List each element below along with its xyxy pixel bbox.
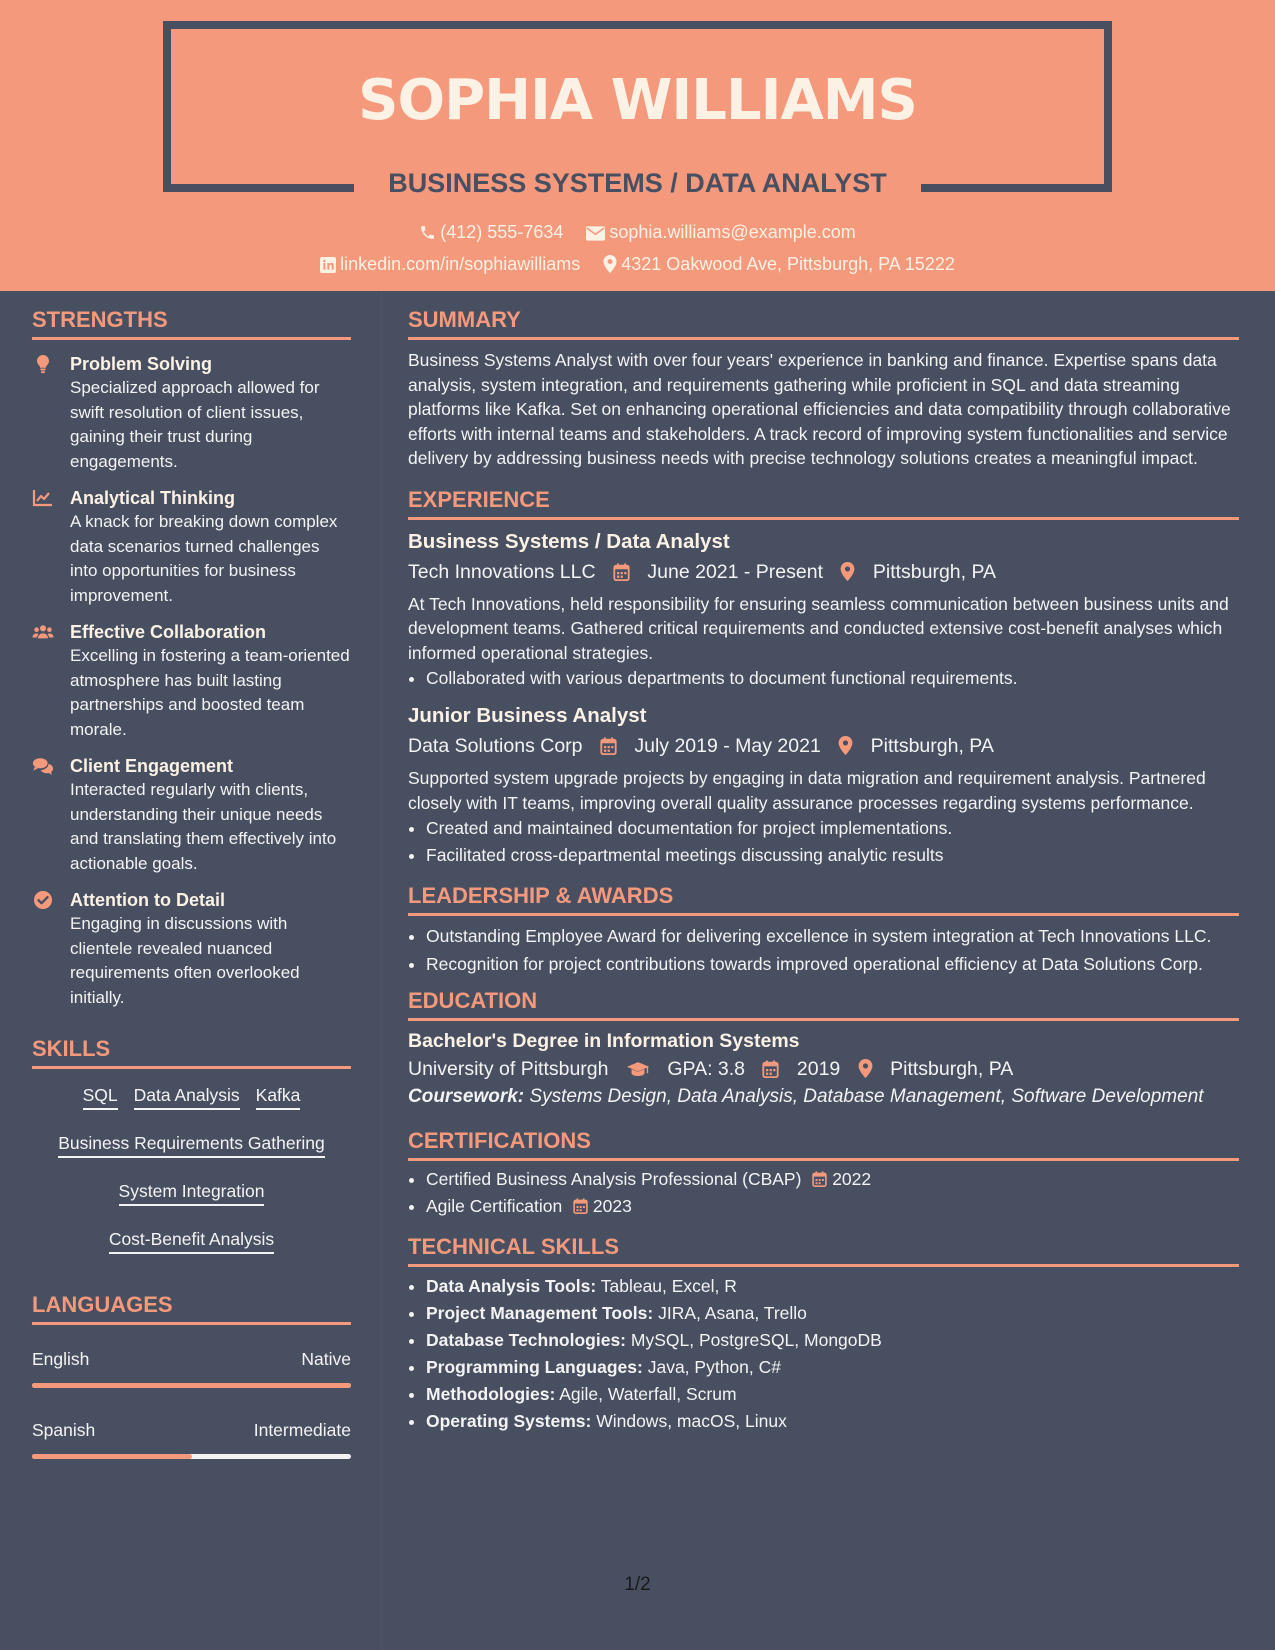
coursework-label: Coursework: bbox=[408, 1086, 525, 1107]
technical-skill-label: Programming Languages: bbox=[426, 1356, 643, 1377]
candidate-name: SOPHIA WILLIAMS bbox=[358, 68, 917, 133]
skill-tag: Business Requirements Gathering bbox=[58, 1131, 325, 1158]
award-item: • Outstanding Employee Award for delivering excellence in system integration at Tech Innovations LLC. bbox=[426, 924, 1239, 949]
language-level: Native bbox=[301, 1349, 351, 1369]
job-bullet: • Facilitated cross-departmental meetings discussing analytic results bbox=[426, 842, 1239, 869]
language-proficiency-bar bbox=[32, 1454, 351, 1459]
right-column bbox=[408, 305, 1239, 1435]
strength-description: A knack for breaking down complex data scenarios turned challenges into opportunities for business improvement. bbox=[70, 512, 338, 605]
job-dates: June 2021 - Present bbox=[647, 560, 824, 583]
technical-skill-item bbox=[426, 1300, 1239, 1327]
language-proficiency-bar bbox=[32, 1383, 351, 1388]
certification-year: 2023 bbox=[592, 1195, 632, 1216]
award-item: • Recognition for project contributions towards improved operational efficiency at Data Solutions Corp. bbox=[426, 952, 1239, 977]
address-text: 4321 Oakwood Ave, Pittsburgh, PA 15222 bbox=[621, 254, 955, 274]
strength-title: Effective Collaboration bbox=[70, 622, 267, 642]
summary-heading: SUMMARY bbox=[408, 305, 1239, 340]
skill-tag: Data Analysis bbox=[134, 1083, 240, 1110]
check-circle-icon bbox=[32, 890, 54, 910]
technical-skill-label: Project Management Tools: bbox=[426, 1302, 654, 1323]
technical-skill-label: Database Technologies: bbox=[426, 1329, 627, 1350]
job-bullet: • Collaborated with various departments to document functional requirements. bbox=[426, 665, 1239, 692]
job-title-headline: BUSINESS SYSTEMS / DATA ANALYST bbox=[388, 168, 887, 198]
job-location: Pittsburgh, PA bbox=[872, 560, 997, 583]
job-description: Supported system upgrade projects by engaging in data migration and requirement analysis. Partnered closely with IT teams, improving overall quality assurance processes regarding systems performance. bbox=[408, 768, 1206, 813]
job-entry bbox=[408, 528, 1239, 693]
map-pin-icon bbox=[838, 736, 853, 755]
coursework bbox=[408, 1085, 1239, 1110]
certification-name: Certified Business Analysis Professional (CBAP) bbox=[426, 1168, 802, 1189]
address-contact bbox=[603, 252, 955, 276]
job-meta bbox=[408, 558, 1239, 586]
chart-line-icon bbox=[32, 488, 54, 508]
map-pin-icon bbox=[603, 255, 617, 273]
users-icon bbox=[32, 622, 54, 642]
job-description: At Tech Innovations, held responsibility for ensuring seamless communication between business units and development teams. Gathered critical requirements and conducted extensive cost-benefit analyses which informed operational strategies. bbox=[408, 593, 1229, 663]
language-item bbox=[32, 1418, 351, 1459]
language-item bbox=[32, 1347, 351, 1388]
technical-skill-value: Agile, Waterfall, Scrum bbox=[559, 1383, 737, 1404]
strength-title: Analytical Thinking bbox=[70, 488, 236, 508]
strength-title: Client Engagement bbox=[70, 756, 234, 776]
job-title: Business Systems / Data Analyst bbox=[408, 529, 730, 553]
education-heading: EDUCATION bbox=[408, 986, 1239, 1021]
skills-heading: SKILLS bbox=[32, 1034, 351, 1069]
skill-tag: Cost-Benefit Analysis bbox=[109, 1227, 274, 1254]
job-location: Pittsburgh, PA bbox=[870, 735, 994, 757]
job-bullets bbox=[408, 815, 1239, 869]
strength-item bbox=[32, 620, 351, 742]
column-divider bbox=[381, 291, 382, 1650]
skills-list bbox=[32, 1083, 351, 1254]
education-meta bbox=[408, 1055, 1239, 1083]
graduation-year: 2019 bbox=[796, 1058, 841, 1080]
technical-skill-item bbox=[426, 1327, 1239, 1354]
graduation-cap-icon bbox=[626, 1061, 650, 1078]
linkedin-icon bbox=[320, 257, 336, 273]
job-meta bbox=[408, 732, 1239, 760]
technical-skill-item bbox=[426, 1273, 1239, 1300]
strength-item bbox=[32, 352, 351, 474]
envelope-icon bbox=[586, 226, 605, 241]
language-level: Intermediate bbox=[253, 1420, 351, 1440]
technical-skill-label: Data Analysis Tools: bbox=[426, 1275, 597, 1296]
technical-skill-value: JIRA, Asana, Trello bbox=[658, 1302, 807, 1323]
summary-text: Business Systems Analyst with over four years' experience in banking and finance. Expertise spans data analysis, system integration, and requirements gathering while proficient in SQL and data streaming platforms like Kafka. Set on enhancing operational efficiencies and data compatibility through collaborative efforts with internal teams and stakeholders. A track record of improving system functionalities and service delivery by addressing business needs with precise technology solutions creates a meaningful impact. bbox=[408, 350, 1231, 468]
calendar-icon bbox=[762, 1060, 779, 1078]
technical-skill-item bbox=[426, 1354, 1239, 1381]
skills-line bbox=[32, 1227, 351, 1254]
strength-item bbox=[32, 486, 351, 608]
language-name: Spanish bbox=[32, 1420, 96, 1440]
certification-name: Agile Certification bbox=[426, 1195, 563, 1216]
coursework-list: Systems Design, Data Analysis, Database Management, Software Development bbox=[529, 1086, 1204, 1107]
skills-line bbox=[32, 1131, 351, 1158]
language-name: English bbox=[32, 1349, 90, 1369]
leadership-list bbox=[408, 924, 1239, 976]
job-entry bbox=[408, 702, 1239, 869]
strength-title: Attention to Detail bbox=[70, 890, 225, 910]
linkedin-contact[interactable] bbox=[320, 252, 580, 276]
calendar-icon bbox=[613, 563, 630, 581]
comments-icon bbox=[32, 756, 54, 776]
strength-description: Engaging in discussions with clientele revealed nuanced requirements often overlooked initially. bbox=[70, 914, 300, 1007]
technical-skill-item bbox=[426, 1381, 1239, 1408]
technical-skill-label: Methodologies: bbox=[426, 1383, 556, 1404]
gpa-text: GPA: 3.8 bbox=[667, 1058, 746, 1080]
map-pin-icon bbox=[840, 562, 855, 581]
leadership-heading: LEADERSHIP & AWARDS bbox=[408, 881, 1239, 916]
technical-skill-item bbox=[426, 1408, 1239, 1435]
job-dates: July 2019 - May 2021 bbox=[634, 735, 821, 757]
technical-skill-value: Windows, macOS, Linux bbox=[596, 1410, 787, 1431]
email-text: sophia.williams@example.com bbox=[609, 222, 856, 242]
job-bullets bbox=[408, 665, 1239, 692]
contact-row-1 bbox=[0, 220, 1275, 244]
strength-description: Excelling in fostering a team-oriented atmosphere has built lasting partnerships and boosted team morale. bbox=[70, 646, 350, 739]
contact-row-2 bbox=[0, 252, 1275, 276]
strength-item bbox=[32, 754, 351, 876]
languages-heading: LANGUAGES bbox=[32, 1290, 351, 1325]
linkedin-text: linkedin.com/in/sophiawilliams bbox=[340, 254, 581, 274]
calendar-icon bbox=[600, 737, 617, 755]
language-proficiency-fill bbox=[32, 1383, 351, 1388]
map-pin-icon bbox=[858, 1059, 873, 1078]
phone-text: (412) 555-7634 bbox=[440, 222, 564, 242]
strength-title: Problem Solving bbox=[70, 354, 213, 374]
company-name: Tech Innovations LLC bbox=[408, 560, 596, 583]
technical-skill-value: Java, Python, C# bbox=[647, 1356, 781, 1377]
skill-tag: Kafka bbox=[256, 1083, 301, 1110]
strengths-heading: STRENGTHS bbox=[32, 305, 351, 340]
experience-heading: EXPERIENCE bbox=[408, 485, 1239, 520]
skill-tag: System Integration bbox=[119, 1179, 265, 1206]
technical-skills-list bbox=[408, 1273, 1239, 1435]
phone-contact[interactable] bbox=[419, 220, 563, 244]
certification-item bbox=[426, 1166, 1239, 1193]
technical-skill-value: Tableau, Excel, R bbox=[600, 1275, 737, 1296]
education-location: Pittsburgh, PA bbox=[890, 1058, 1014, 1080]
phone-icon bbox=[419, 224, 436, 241]
skills-line bbox=[32, 1083, 351, 1110]
left-column bbox=[32, 305, 351, 1459]
header-frame-top bbox=[163, 21, 1112, 29]
technical-skills-heading: TECHNICAL SKILLS bbox=[408, 1232, 1239, 1267]
page-number: 1/2 bbox=[624, 1574, 651, 1595]
degree-title: Bachelor's Degree in Information Systems bbox=[408, 1030, 800, 1052]
lightbulb-icon bbox=[32, 354, 54, 374]
resume-header bbox=[0, 0, 1275, 291]
calendar-icon bbox=[812, 1171, 827, 1187]
technical-skill-label: Operating Systems: bbox=[426, 1410, 592, 1431]
certifications-heading: CERTIFICATIONS bbox=[408, 1126, 1239, 1161]
technical-skill-value: MySQL, PostgreSQL, MongoDB bbox=[630, 1329, 882, 1350]
strength-item bbox=[32, 888, 351, 1010]
strength-description: Interacted regularly with clients, understanding their unique needs and translating them effectively into actionable goals. bbox=[70, 780, 337, 873]
school-name: University of Pittsburgh bbox=[408, 1058, 609, 1080]
job-title: Junior Business Analyst bbox=[408, 704, 647, 727]
company-name: Data Solutions Corp bbox=[408, 735, 583, 757]
language-proficiency-fill bbox=[32, 1454, 192, 1459]
job-bullet: • Created and maintained documentation for project implementations. bbox=[426, 815, 1239, 842]
certification-year: 2022 bbox=[832, 1168, 872, 1189]
certifications-list bbox=[408, 1166, 1239, 1220]
email-contact[interactable] bbox=[586, 220, 855, 244]
skills-line bbox=[32, 1179, 351, 1206]
skill-tag: SQL bbox=[83, 1083, 118, 1110]
strength-description: Specialized approach allowed for swift resolution of client issues, gaining their trust during engagements. bbox=[70, 378, 320, 471]
calendar-icon bbox=[573, 1198, 588, 1214]
certification-item bbox=[426, 1193, 1239, 1220]
